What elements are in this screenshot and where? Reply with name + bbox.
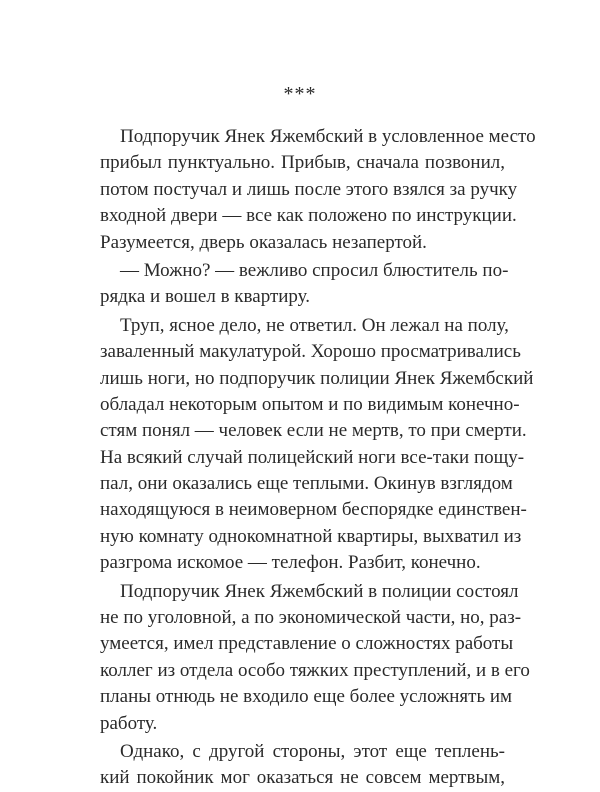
text-line: обладал некоторым опытом и по видимым конечно- — [100, 393, 520, 415]
text-line: рядка и вошел в квартиру. — [100, 286, 311, 308]
body-text — [100, 124, 536, 792]
text-line: коллег из отдела особо тяжких преступлений, и в его — [100, 659, 530, 681]
text-line: Подпоручик Янек Яжембский в условленное место — [120, 126, 536, 147]
text-line: работу. — [100, 712, 158, 734]
text-line: Труп, ясное дело, не ответил. Он лежал на полу, — [120, 314, 509, 336]
text-line: Однако, с другой стороны, этот еще теплень- — [120, 740, 505, 762]
text-line: умеется, имел представление о сложностях работы — [100, 633, 514, 655]
text-line: входной двери — все как положено по инструкции. — [100, 205, 517, 227]
text-line: кий покойник мог оказаться не совсем мертвым, — [100, 767, 505, 789]
text-line: пал, они оказались еще теплыми. Окинув взглядом — [100, 473, 513, 495]
text-line: не по уголовной, а по экономической части, но, раз- — [100, 607, 522, 629]
text-line: Подпоручик Янек Яжембский в полиции состоял — [120, 580, 519, 602]
text-line: — Можно? — вежливо спросил блюститель по- — [120, 259, 509, 281]
text-line: разгрома искомое — телефон. Разбит, конечно. — [100, 552, 481, 574]
text-line: прибыл пунктуально. Прибыв, сначала позвонил, — [100, 152, 505, 174]
text-line: На всякий случай полицейский ноги все-таки пощу- — [100, 446, 525, 468]
text-line: Разумеется, дверь оказалась незапертой. — [100, 231, 427, 253]
text-line: планы отнюдь не входило еще более усложнять им — [100, 686, 513, 708]
section-separator: *** — [283, 83, 317, 105]
paragraph — [100, 579, 530, 737]
text-line: стям понял — человек если не мертв, то при смерти. — [100, 420, 527, 442]
paragraph — [100, 258, 509, 311]
text-line: заваленный макулатурой. Хорошо просматривались — [100, 341, 521, 363]
paragraph — [100, 313, 534, 577]
text-line: лишь ноги, но подпоручик полиции Янек Яжембский — [100, 367, 534, 389]
text-line: ную комнату однокомнатной квартиры, выхватил из — [100, 525, 522, 547]
text-line: находящуюся в неимоверном беспорядке единствен- — [100, 499, 527, 521]
text-line: потом постучал и лишь после этого взялся за ручку — [100, 178, 518, 200]
paragraph — [100, 124, 536, 256]
paragraph — [100, 739, 505, 792]
